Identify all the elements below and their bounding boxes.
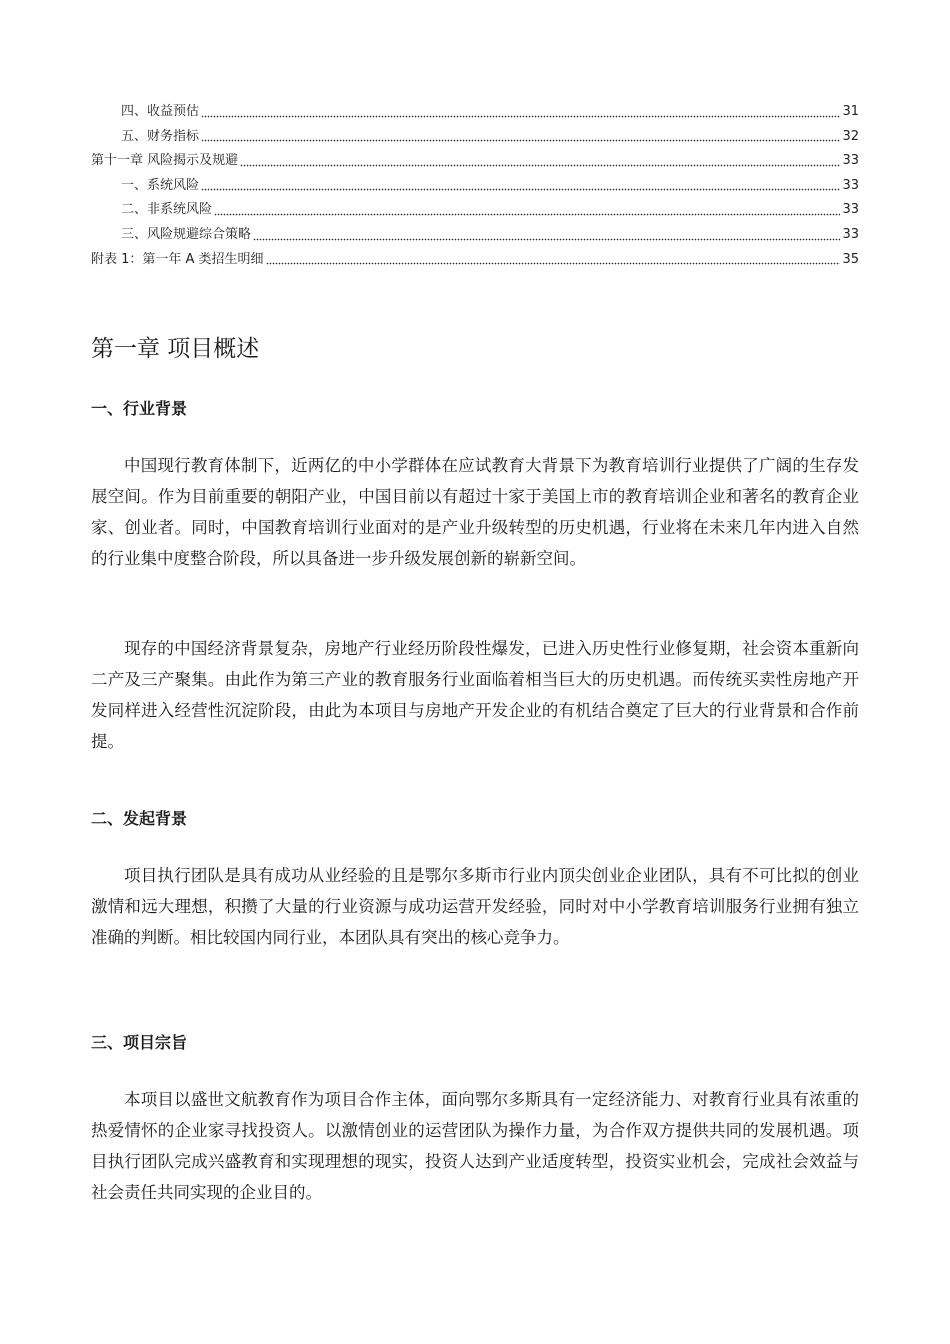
toc-entry-title: 五、财务指标 [121,128,200,144]
toc-entry[interactable] [91,125,859,150]
toc-leader-dots [201,132,840,142]
toc-leader-dots [201,181,840,191]
section-heading-industry: 一、行业背景 [91,399,188,418]
toc-entry-title: 一、系统风险 [121,177,200,193]
toc-leader-dots [253,231,840,241]
toc-entry-title: 第十一章 风险揭示及规避 [91,153,239,169]
body-paragraph: 中国现行教育体制下，近两亿的中小学群体在应试教育大背景下为教育培训行业提供了广阔的生存发展空间。作为目前重要的朝阳产业，中国目前以有超过十家于美国上市的教育培训企业和著名的教育企业家、创业者。同时，中国教育培训行业面对的是产业升级转型的历史机遇，行业将在未来几年内进入自然的行业集中度整合阶段，所以具备进一步升级发展创新的崭新空间。 [91,456,859,568]
section-heading-origin: 二、发起背景 [91,809,188,828]
toc-leader-dots [266,255,841,265]
toc-entry-page: 33 [842,177,859,193]
toc-entry[interactable] [91,149,859,174]
toc-entry-title: 二、非系统风险 [121,202,213,218]
toc-entry-page: 31 [842,104,859,119]
toc-entry[interactable] [91,100,859,125]
chapter-title: 第一章 项目概述 [91,336,260,362]
toc-entry-title: 附表 1：第一年 A 类招生明细 [91,251,264,267]
toc-entry-page: 33 [842,226,859,242]
toc-entry-page: 33 [842,153,859,169]
toc-leader-dots [240,157,840,167]
toc-entry-title: 四、收益预估 [121,104,200,119]
body-paragraph: 项目执行团队是具有成功从业经验的且是鄂尔多斯市行业内顶尖创业企业团队，具有不可比拟的创业激情和远大理想，积攒了大量的行业资源与成功运营开发经验，同时对中小学教育培训服务行业拥有独立准确的判断。相比较国内同行业，本团队具有突出的核心竞争力。 [91,866,859,947]
toc-leader-dots [214,206,840,216]
body-paragraph: 现存的中国经济背景复杂，房地产行业经历阶段性爆发，已进入历史性行业修复期，社会资本重新向二产及三产聚集。由此作为第三产业的教育服务行业面临着相当巨大的历史机遇。而传统买卖性房地产开发同样进入经营性沉淀阶段，由此为本项目与房地产开发企业的有机结合奠定了巨大的行业背景和合作前提。 [91,639,859,751]
toc-entry[interactable] [91,198,859,223]
toc-entry[interactable] [91,248,859,273]
toc-leader-dots [201,108,840,118]
toc-entry-title: 三、风险规避综合策略 [121,226,252,242]
body-paragraph: 本项目以盛世文航教育作为项目合作主体，面向鄂尔多斯具有一定经济能力、对教育行业具有浓重的热爱情怀的企业家寻找投资人。以激情创业的运营团队为操作力量，为合作双方提供共同的发展机遇。项目执行团队完成兴盛教育和实现理想的现实，投资人达到产业适度转型，投资实业机会，完成社会效益与社会责任共同实现的企业目的。 [91,1090,859,1202]
section-heading-purpose: 三、项目宗旨 [91,1033,188,1052]
toc-entry-page: 35 [842,251,859,267]
table-of-contents [91,100,859,272]
toc-entry-page: 33 [842,202,859,218]
toc-entry[interactable] [91,223,859,248]
toc-entry[interactable] [91,174,859,199]
toc-entry-page: 32 [842,128,859,144]
